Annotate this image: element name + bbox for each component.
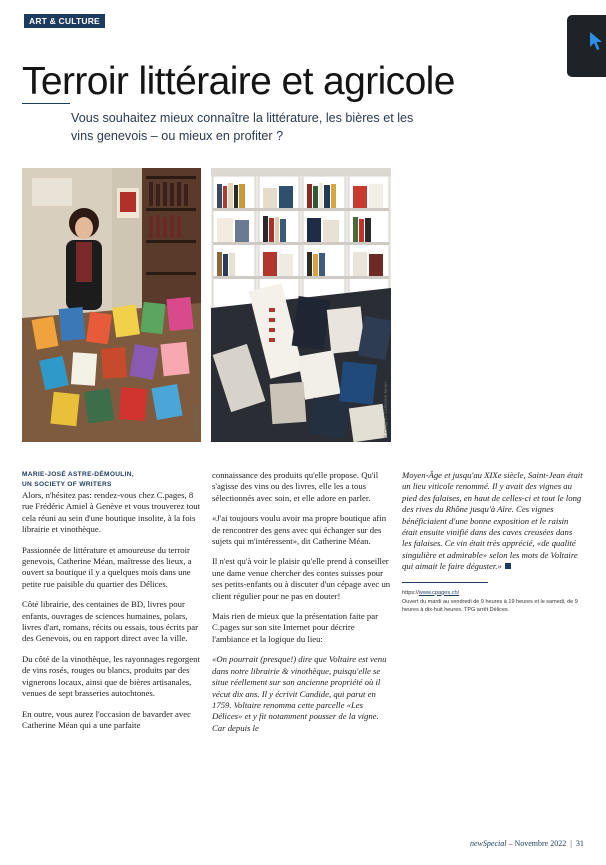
paragraph: Il n'est qu'à voir le plaisir qu'elle prend à conseiller une dame venue chercher des contes suisses pour ses petits-enfants ou à discuter d'un cépage avec un client régulier pour ne pas en douter! (212, 556, 391, 601)
article-lede: Vous souhaitez mieux connaître la littérature, les bières et les vins genevois – ou mieux en profiter ? (71, 111, 414, 143)
section-tag: ART & CULTURE (24, 14, 105, 28)
paragraph: Côté librairie, des centaines de BD, livres pour enfants, ouvrages de sciences humaines, polars, livres d'art, romans, récits ou essais, tous écrits par des Genevois, ou en rapport direct avec la ville. (22, 599, 198, 644)
footer-separator: | (570, 839, 572, 848)
paragraph: Mais rien de mieux que la présentation faite par C.pages sur son site Internet pour décrire l'ambiance et la logique du lieu: (212, 611, 378, 644)
article-column-1 (22, 470, 202, 740)
photo-bookshelves (211, 168, 391, 442)
issue-date: – Novembre 2022 (506, 839, 567, 848)
paragraph: Alors, n'hésitez pas: rendez-vous chez C.pages, 8 rue Frédéric Amiel à Genève et vous trouverez tout cela réuni au sein d'une boutique insolite, à la fois librairie et vinothèque. (22, 490, 201, 535)
magazine-name: newSpecial (470, 839, 507, 848)
quote-paragraph: «On pourrait (presque!) dire que Voltaire est venu dans notre librairie & vinothèque, puisqu'elle se situe réellement sur son ancienne propriété où il vécut dix ans. Il y écrivit Candide, qui parut en 1759. Voltaire renomma cette parcelle «Les Délices» et y fit notamment pousser de la vigne. Car depuis le (212, 654, 387, 733)
paragraph: Passionnée de littérature et amoureuse du terroir genevois, Catherine Méan, maîtresse des lieux, a ouvert sa boutique il y a quelques mois dans une petite rue paisible du quartier des Délices. (22, 544, 192, 589)
article-column-3 (402, 470, 584, 614)
article-column-2 (212, 470, 392, 743)
website-link[interactable]: www.cpages.ch/ (418, 589, 460, 596)
page-footer (470, 839, 590, 848)
cursor-button[interactable] (567, 15, 606, 77)
cursor-arrow-icon (589, 31, 603, 51)
paragraph: Du côté de la vinothèque, les rayonnages regorgent de vins rosés, rouges ou blancs, produits par des vignerons locaux, ainsi que de bières artisanales, venues de sept brasseries autochtones. (22, 653, 200, 699)
sidebar-rule (402, 582, 488, 583)
page-number: 31 (575, 839, 584, 848)
photo-credit-1: © Katia Lusy-Mi (193, 406, 198, 438)
byline-author: MARIE-JOSÉ ASTRE-DÉMOULIN, (22, 471, 134, 478)
title-rule (22, 103, 70, 104)
end-mark-icon (505, 563, 511, 569)
quote-paragraph-end (402, 470, 584, 573)
photo-credit-2: © Cpages / Catherine Méan (383, 382, 388, 438)
paragraph: En outre, vous aurez l'occasion de bavarder avec Catherine Méan qui a une parfaite (22, 708, 191, 730)
photo-bookseller (22, 168, 201, 442)
byline (22, 470, 202, 490)
paragraph: connaissance des produits qu'elle propose. Qu'il s'agisse des vins ou des livres, elle les a tous sélectionnés avec soin, et elle adore en parler. (212, 470, 379, 503)
paragraph: «J'ai toujours voulu avoir ma propre boutique afin de rencontrer des gens avec qui échanger sur des sujets qui m'intéressent», dit Catherine Méan. (212, 513, 387, 547)
website-link-line (402, 588, 584, 599)
quote-text: Moyen-Âge et jusqu'au XIXe siècle, Saint-Jean était un lieu viticole renommé. Il y avait des vignes au pied des falaises, en haut de celles-ci et tout le long des rives du Rhône jusqu'à Aïre. Ces vignes bénéficiaient d'une bonne exposition et le raisin était ensuite vinifié dans des caves creusées dans les falaises. Ce vin était très apprécié, «de qualité singulière et admirable» selon les mots de Voltaire qui aimait le faire déguster.» (402, 470, 583, 572)
link-prefix: https:// (402, 589, 419, 596)
article-title: Terroir littéraire et agricole (22, 60, 455, 104)
byline-org: UN SOCIETY OF WRITERS (22, 481, 112, 488)
opening-hours-caption: Ouvert du mardi au vendredi de 9 heures à 19 heures et le samedi, de 9 heures à dix-huit heures. TPG arrêt Délices. (402, 599, 578, 613)
